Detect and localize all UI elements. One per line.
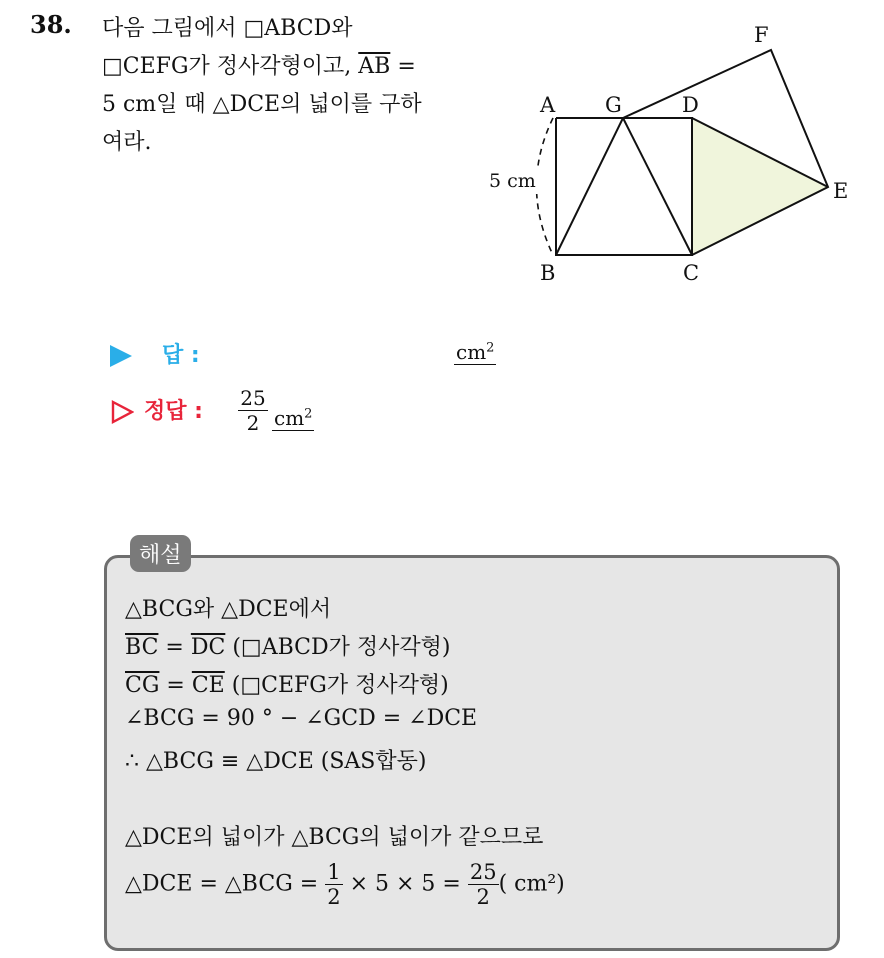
answer-label: 답 :: [162, 343, 200, 368]
side-label: 5 cm: [489, 170, 536, 192]
correct-fraction-numerator: 25: [240, 386, 266, 410]
point-g: G: [605, 93, 622, 117]
solution-line-4: ∠BCG = 90 ° − ∠GCD = ∠DCE: [125, 706, 478, 731]
fraction-twenty-five-halves: [468, 860, 499, 909]
correct-answer-unit: [272, 406, 314, 431]
fraction-2-numerator: 25: [469, 860, 497, 884]
solution-line-5: ∴ △BCG ≡ △DCE (SAS합동): [125, 749, 427, 774]
correct-unit-exp: 2: [304, 406, 313, 422]
solution-line-7-a: △DCE = △BCG =: [125, 871, 326, 897]
line-gb: [556, 118, 623, 255]
answer-row: [110, 338, 200, 369]
play-triangle-icon: [110, 345, 132, 367]
outline-triangle-icon: [110, 400, 134, 424]
point-c: C: [683, 261, 700, 285]
answer-unit-exp: 2: [486, 340, 495, 356]
square-abcd: [556, 118, 692, 255]
solution-line-2: [125, 630, 450, 661]
question-line-2-b: =: [390, 54, 416, 79]
correct-unit-text: cm: [274, 406, 305, 430]
point-f: F: [754, 23, 769, 47]
answer-unit-text: cm: [456, 340, 487, 364]
fraction-1-denominator: 2: [327, 885, 341, 909]
equals-2: =: [159, 673, 192, 698]
segment-ab: $\overline{AB}$: [358, 54, 391, 79]
point-a: A: [540, 93, 556, 117]
segment-ce: $\overline{CE}$: [191, 673, 225, 698]
answer-unit: [454, 340, 496, 365]
fraction-2-denominator: 2: [476, 885, 490, 909]
line-gc: [623, 118, 692, 255]
fraction-one-half: [325, 860, 342, 909]
question-line-4: 여라.: [102, 130, 152, 155]
correct-fraction-denominator: 2: [246, 411, 260, 435]
point-e: E: [833, 179, 849, 203]
correct-answer-fraction: [238, 386, 268, 435]
question-line-1: 다음 그림에서 □ABCD와: [102, 16, 353, 41]
question-number: 38.: [30, 10, 72, 39]
solution-line-7-b: × 5 × 5 =: [342, 871, 468, 897]
solution-line-7: [125, 860, 565, 909]
geometry-diagram: [470, 12, 870, 302]
fraction-1-numerator: 1: [327, 860, 341, 884]
correct-answer-label: 정답 :: [144, 399, 203, 424]
solution-line-6: △DCE의 넓이가 △BCG의 넓이가 같으므로: [125, 825, 544, 850]
solution-line-1: △BCG와 △DCE에서: [125, 597, 332, 622]
solution-tag: 해설: [130, 535, 191, 572]
question-line-2: [102, 48, 472, 86]
equals-1: =: [158, 635, 191, 660]
solution-line-2-reason: (□ABCD가 정사각형): [225, 635, 451, 660]
solution-line-3-reason: (□CEFG가 정사각형): [224, 673, 449, 698]
solution-line-3: [125, 668, 449, 699]
solution-line-7-unit: ( cm²): [498, 871, 565, 897]
segment-cg: $\overline{CG}$: [125, 673, 160, 698]
correct-answer-row: [110, 394, 203, 425]
question-line-3: 5 cm일 때 △DCE의 넓이를 구하: [102, 92, 422, 117]
question-text: [102, 10, 472, 162]
question-line-2-a: □CEFG가 정사각형이고,: [102, 54, 359, 79]
segment-dc: $\overline{DC}$: [190, 635, 226, 660]
point-d: D: [682, 93, 699, 117]
segment-bc: $\overline{BC}$: [125, 635, 159, 660]
point-b: B: [540, 261, 556, 285]
